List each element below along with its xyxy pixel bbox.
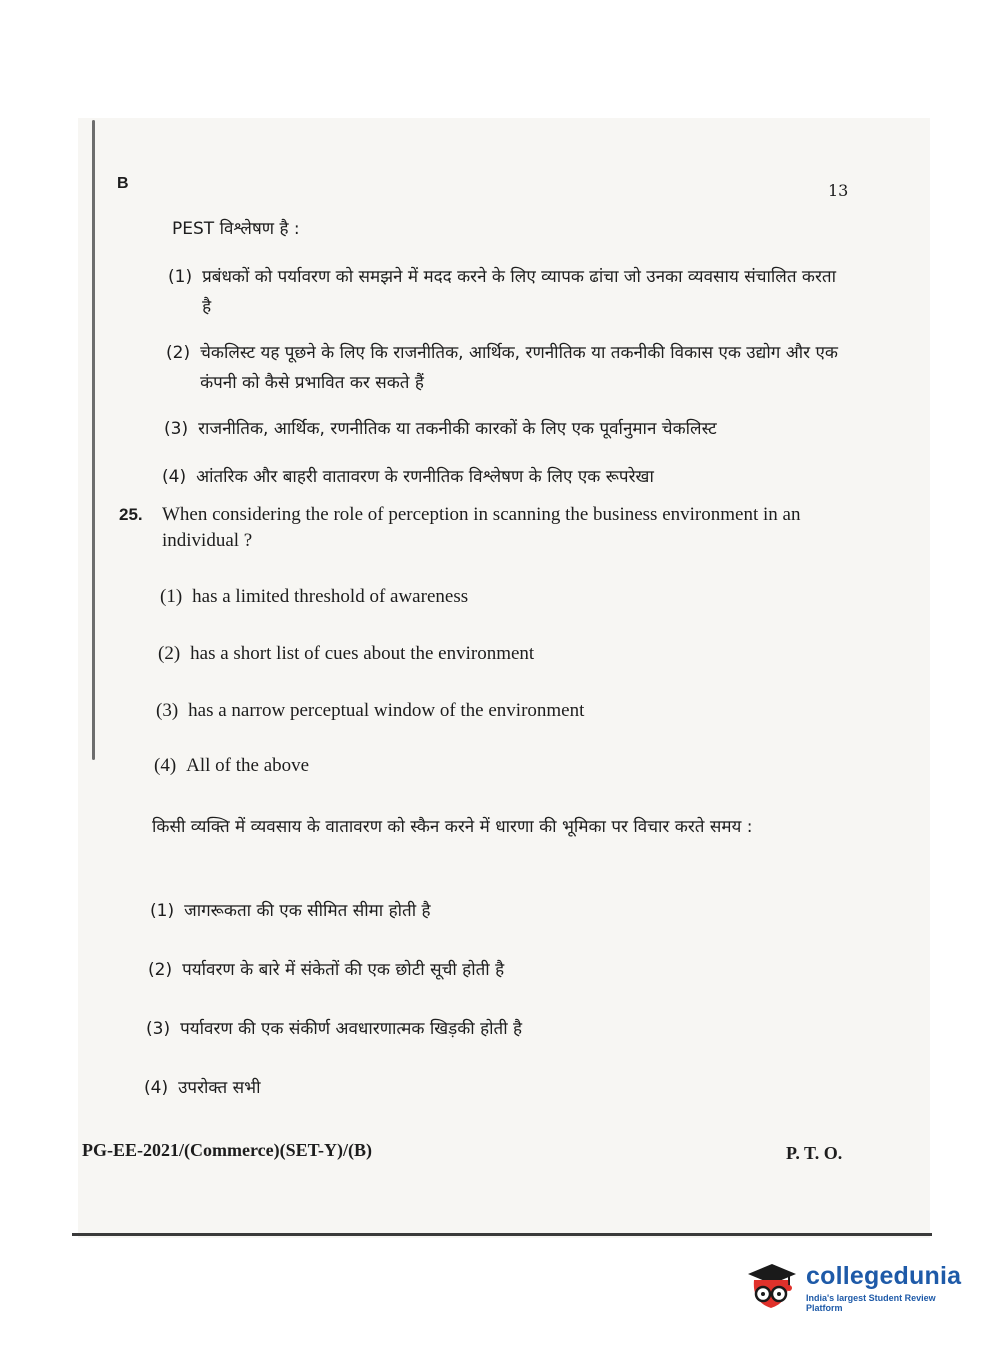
option-text: has a limited threshold of awareness [192,586,469,607]
page-number: 13 [828,181,849,200]
question-25-option-4-hindi [144,1073,784,1103]
question-25-option-2-english [158,641,798,667]
option-text: प्रबंधकों को पर्यावरण को समझने में मदद करने के लिए व्यापक ढांचा जो उनका व्यवसाय संचालित करता है [202,267,837,317]
option-text: उपरोक्त सभी [178,1078,261,1098]
option-text: चेकलिस्ट यह पूछने के लिए कि राजनीतिक, आर्थिक, रणनीतिक या तकनीकी विकास एक उद्योग और एक कंपनी को कैसे प्रभावित कर सकते हैं [200,343,838,393]
option-text: has a narrow perceptual window of the environment [188,700,585,721]
option-text: जागरूकता की एक सीमित सीमा होती है [184,901,431,921]
question-25-option-3-english [156,698,796,724]
option-text: has a short list of cues about the environment [190,643,535,664]
option-number: (1) [168,267,193,287]
question-25-option-3-hindi [146,1014,786,1044]
option-number: (1) [150,901,175,921]
question-25-option-2-hindi [148,955,788,985]
question-24-hindi-stem: PEST विश्लेषण है : [172,219,300,239]
option-number: (3) [146,1019,171,1039]
option-text: All of the above [186,755,310,776]
option-number: (3) [164,419,189,439]
question-25-stem-hindi: किसी व्यक्ति में व्यवसाय के वातावरण को स्कैन करने में धारणा की भूमिका पर विचार करते समय : [152,817,753,837]
option-number: (2) [158,643,181,664]
option-text: राजनीतिक, आर्थिक, रणनीतिक या तकनीकी कारकों के लिए एक पूर्वानुमान चेकलिस्ट [198,419,717,439]
please-turn-over: P. T. O. [786,1143,843,1163]
question-25-option-1-english [160,584,800,610]
option-number: (4) [144,1078,169,1098]
set-label: B [117,175,129,192]
question-24-option-3 [164,414,844,444]
paper-code: PG-EE-2021/(Commerce)(SET-Y)/(B) [82,1140,372,1160]
option-number: (4) [154,755,177,776]
option-number: (2) [148,960,173,980]
question-25-option-1-hindi [150,896,790,926]
mascot-icon [742,1258,800,1316]
option-number: (3) [156,700,179,721]
collegedunia-logo [742,1252,972,1322]
question-24-option-2 [166,338,840,398]
page-edge-line [92,120,95,760]
question-25-stem-english: When considering the role of perception in scanning the business environment in an individual ? [162,504,801,551]
option-number: (1) [160,586,183,607]
option-number: (4) [162,467,187,487]
brand-tagline: India's largest Student Review Platform [806,1292,936,1313]
question-25-number: 25. [119,505,143,524]
option-text: आंतरिक और बाहरी वातावरण के रणनीतिक विश्लेषण के लिए एक रूपरेखा [196,467,654,487]
brand-name: collegedunia [806,1261,962,1290]
question-24-option-1 [168,262,840,322]
question-24-option-4 [162,462,842,492]
question-25-option-4-english [154,753,794,779]
option-text: पर्यावरण के बारे में संकेतों की एक छोटी सूची होती है [182,960,505,980]
bottom-divider [72,1233,932,1236]
option-number: (2) [166,343,191,363]
option-text: पर्यावरण की एक संकीर्ण अवधारणात्मक खिड़की होती है [180,1019,523,1039]
